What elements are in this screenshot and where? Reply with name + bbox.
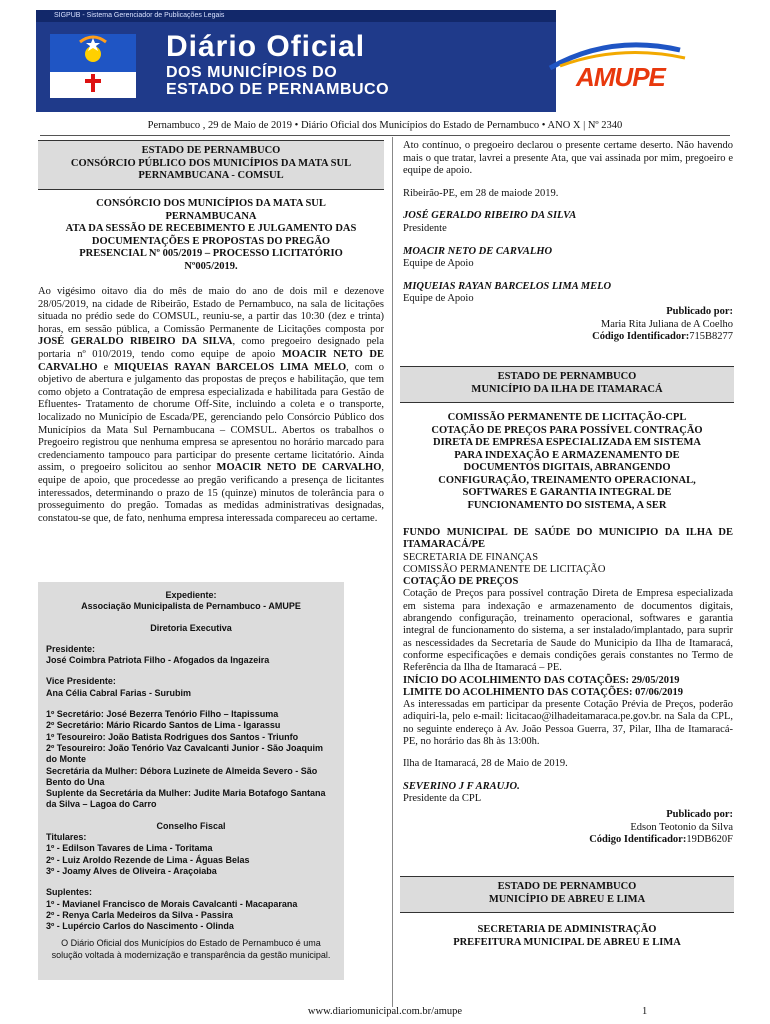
- cotacao-title-line: FUNCIONAMENTO DO SISTEMA, A SER: [467, 499, 667, 511]
- panel-footer-text: O Diário Oficial dos Municípios do Estado de Pernambuco é uma solução voltada à modernização e transparência da gestão municipal.: [51, 938, 331, 960]
- identifier-line: [403, 331, 733, 344]
- cotacao-title-line: SOFTWARES E GARANTIA INTEGRAL DE: [462, 487, 672, 498]
- section-header-line: ESTADO DE PERNAMBUCO: [497, 881, 637, 892]
- identifier-label: Código Identificador:: [589, 833, 687, 845]
- section-header-comsul: [38, 140, 384, 190]
- act-title-line: DOCUMENTAÇÕES E PROPOSTAS DO PREGÃO: [91, 235, 331, 247]
- suplente-2: 2º - Renya Carla Medeiros da Silva - Passira: [46, 909, 233, 920]
- cotacao-title-line: DOCUMENTOS DIGITAIS, ABRANGENDO: [463, 462, 671, 473]
- act-continuation: [403, 140, 733, 344]
- dateline: Pernambuco , 29 de Maio de 2019 • Diário Oficial dos Municípios do Estado de Pernambuco • ANO X | Nº 2340: [147, 120, 623, 131]
- identifier-line: [403, 834, 733, 846]
- identifier-label: Código Identificador:: [592, 331, 690, 343]
- abreu-title: [400, 924, 734, 949]
- suplente-1: 1º - Mavianel Francisco de Morais Cavalcanti - Macaparana: [46, 898, 298, 909]
- section-header-abreu-e-lima: [400, 876, 734, 913]
- publication-title: Diário Oficial: [166, 30, 366, 63]
- column-divider: [392, 137, 393, 1007]
- closing-paragraph: Ato contínuo, o pregoeiro declarou o presente certame deserto. Não havendo mais o que tratar, lavrei a presente Ata, que vai assinada por mim, pregoeiro e equipe de apoio.: [403, 140, 733, 177]
- signatory-role: Presidente da CPL: [403, 792, 482, 804]
- vice-label: Vice Presidente:: [46, 676, 116, 687]
- presidente-name: José Coimbra Patriota Filho - Afogados da Ingazeira: [46, 655, 270, 666]
- secretario-2: 2º Secretário: Mário Ricardo Santos de Lima - Igarassu: [46, 720, 281, 731]
- act-title-line: PERNAMBUCANA: [165, 210, 257, 222]
- inicio-line: INÍCIO DO ACOLHIMENTO DAS COTAÇÕES: 29/05/2019: [403, 674, 680, 686]
- act-title-line: PRESENCIAL Nº 005/2019 – PROCESSO LICITATÓRIO: [79, 248, 343, 259]
- cotacao-title-line: COMISSÃO PERMANENTE DE LICITAÇÃO-CPL: [447, 412, 687, 423]
- presidente-label: Presidente:: [46, 643, 96, 654]
- cotacao-title-line: PARA INDEXAÇÃO E ARMAZENAMENTO DE: [454, 449, 680, 461]
- cotacao-paragraph: Cotação de Preços para possível contração Direta de Empresa especializada em sistema para indexação e armazenamento de documentos digitais, abrangendo configuração, treinamento operacional, softwares e garantia integral de funcionamento do sistema, a ser instalado/implantado, para suprir as nescessidades da Secretaria de Saude do Municipio da Ilha de Itamaracá, conforme especificações e demais condições gerais constantes no Termo de Referência da Ilha de Itamaracá – PE.: [403, 588, 733, 674]
- masthead-topbar: SIGPUB - Sistema Gerenciador de Publicações Legais: [36, 10, 732, 22]
- body-bold-name: MOACIR NETO DE CARVALHO: [38, 348, 384, 373]
- secretaria-mulher: Secretária da Mulher: Débora Luzinete de Almeida Severo - São Bento do Una: [46, 765, 318, 787]
- section-header-line: PERNAMBUCANA - COMSUL: [138, 170, 284, 181]
- place-date: Ribeirão-PE, em 28 de maiode 2019.: [403, 187, 559, 199]
- signatory-name: MOACIR NETO DE CARVALHO: [403, 245, 553, 257]
- page-number: 1: [642, 1006, 648, 1017]
- act-title-line: Nº005/2019.: [184, 260, 238, 272]
- signatory-name: SEVERINO J F ARAUJO.: [403, 780, 520, 792]
- fundo-heading: FUNDO MUNICIPAL DE SAÚDE DO MUNICIPIO DA ILHA DE ITAMARACÁ/PE: [403, 527, 733, 551]
- suplente-mulher: Suplente da Secretária da Mulher: Judite Maria Botafogo Santana da Silva – Lagoa do Carro: [46, 788, 326, 810]
- published-by-name: Maria Rita Juliana de A Coelho: [600, 318, 733, 330]
- body-text: , com o objetivo de abertura e julgamento das propostas de preços e habilitação, que tem como objeto a Contratação de empresa especializada e habilitada para Gestão de Efluentes- Tratamento de chorume Off-Site, incluindo a coleta e o transporte, localizado no Município de Escada/PE, gerenciando pelo Consórcio Público dos Municípios da Mata Sul Pernambucana – COMSUL. Abertos os trabalhos o Pregoeiro registrou que nenhuma empresa se apresentou no horário marcado para credenciamento tampouco para participar do presente certame licitatório. Ainda assim, o pregoeiro solicitou ao senhor: [38, 361, 384, 474]
- interessadas-paragraph: As interessadas em participar da presente Cotação Prévia de Preços, poderão adiquiri-la, pelo e-mail: licitacao@ilhadeitamaraca.pe.gov.br. na Sala da CPL, no seguinte endereço à Av. João Pessoa Guerra, 37, Pilar, Ilha de Itamaracá-PE, no horário das 8h às 13:00h.: [403, 699, 733, 748]
- assoc-name: Associação Municipalista de Pernambuco - AMUPE: [81, 601, 301, 612]
- titulares-label: Titulares:: [46, 832, 87, 843]
- signatory-name: MIQUEIAS RAYAN BARCELOS LIMA MELO: [403, 280, 612, 292]
- act-title-line: CONSÓRCIO DOS MUNICÍPIOS DA MATA SUL: [96, 198, 326, 209]
- body-text: , como pregoeiro designado pela portaria nº 010/2019, tendo como equipe de apoio: [38, 336, 384, 360]
- body-bold-name: JOSÉ GERALDO RIBEIRO DA SILVA: [38, 336, 233, 348]
- suplentes-label: Suplentes:: [46, 887, 93, 898]
- secretario-1: 1º Secretário: José Bezerra Tenório Filho – Itapissuma: [46, 709, 279, 720]
- masthead-title: [166, 30, 496, 110]
- tesoureiro-1: 1º Tesoureiro: João Batista Rodrigues dos Santos - Triunfo: [46, 731, 299, 742]
- published-by-label: Publicado por:: [666, 305, 733, 317]
- signatory-role: Equipe de Apoio: [403, 293, 474, 305]
- body-bold-name: MOACIR NETO DE CARVALHO: [216, 462, 382, 474]
- act-title: [38, 198, 384, 273]
- titular-3: 3º - Joamy Alves de Oliveira - Araçoiaba: [46, 865, 217, 876]
- titular-1: 1º - Edilson Tavares de Lima - Toritama: [46, 843, 213, 854]
- amupe-logo: AMUPE: [576, 62, 665, 92]
- section-header-line: MUNICÍPIO DA ILHA DE ITAMARACÁ: [471, 383, 663, 395]
- titular-2: 2º - Luiz Aroldo Rezende de Lima - Águas Belas: [46, 854, 250, 865]
- diretoria-label: Diretoria Executiva: [150, 622, 232, 633]
- cotacao-title-line: COTAÇÃO DE PREÇOS PARA POSSÍVEL CONTRAÇÃO: [431, 424, 703, 436]
- cotacao-title-line: DIRETA DE EMPRESA ESPECIALIZADA EM SISTEMA: [433, 437, 701, 448]
- vice-name: Ana Célia Cabral Farias - Surubim: [46, 687, 192, 698]
- act-body-text: [38, 286, 384, 525]
- suplente-3: 3º - Lupércio Carlos do Nascimento - Olinda: [46, 921, 234, 932]
- expediente-panel: [38, 582, 344, 980]
- secretaria-line: SECRETARIA DE FINANÇAS: [403, 551, 539, 563]
- abreu-title-line: PREFEITURA MUNICIPAL DE ABREU E LIMA: [453, 936, 681, 948]
- section-header-line: ESTADO DE PERNAMBUCO: [497, 371, 637, 382]
- act-title-line: ATA DA SESSÃO DE RECEBIMENTO E JULGAMENTO DAS: [65, 223, 357, 234]
- section-header-itamaraca: [400, 366, 734, 403]
- body-text: e: [97, 361, 115, 373]
- expediente-label: Expediente:: [165, 590, 217, 600]
- body-bold-name: MIQUEIAS RAYAN BARCELOS LIMA MELO: [114, 361, 347, 373]
- cotacao-title-line: CONFIGURAÇÃO, TREINAMENTO OPERACIONAL,: [438, 474, 696, 486]
- publication-subtitle-2: ESTADO DE PERNAMBUCO: [166, 81, 390, 98]
- tesoureiro-2: 2º Tesoureiro: João Tenório Vaz Cavalcanti Junior - São Joaquim do Monte: [46, 742, 324, 765]
- limite-line: LIMITE DO ACOLHIMENTO DAS COTAÇÕES: 07/06/2019: [403, 686, 683, 698]
- body-text: , equipe de apoio, que procedesse ao pregão verificando a presença de licitantes interessados, determinando o prazo de 15 (quinze) minutos de tolerância para o prosseguimento do pregão. Tomadas as medidas administrativas designadas, constatou-se que, de fato, nenhuma empresa interessada compareceu ao certame.: [38, 462, 384, 524]
- body-text: Ao vigésimo oitavo dia do mês de maio do ano de dois mil e dezenove 28/05/2019, na cidade de Ribeirão, Estado de Pernambuco, na sala de licitações situada no prédio sede do COMSUL, reuniu-se, a partir das 10:30 (dez e trinta) horas, em sessão pública, a Comissão Permanente de Licitações composta por: [38, 286, 384, 335]
- publication-subtitle-1: DOS MUNICÍPIOS DO: [166, 64, 338, 81]
- section-header-line: ESTADO DE PERNAMBUCO: [141, 145, 281, 156]
- signatory-role: Presidente: [403, 222, 447, 234]
- published-by-label: Publicado por:: [666, 809, 733, 821]
- conselho-label: Conselho Fiscal: [156, 820, 226, 831]
- cotacao-title: [400, 412, 734, 512]
- signatory-role: Equipe de Apoio: [403, 258, 474, 270]
- place-date: Ilha de Itamaracá, 28 de Maio de 2019.: [403, 758, 568, 770]
- published-by-name: Edson Teotonio da Silva: [630, 821, 733, 833]
- section-header-line: CONSÓRCIO PÚBLICO DOS MUNICÍPIOS DA MATA SUL: [70, 157, 352, 169]
- header-divider: [40, 135, 730, 136]
- comissao-line: COMISSÃO PERMANENTE DE LICITAÇÃO: [403, 563, 606, 575]
- signatory-name: JOSÉ GERALDO RIBEIRO DA SILVA: [403, 210, 577, 222]
- section-header-line: MUNICÍPIO DE ABREU E LIMA: [488, 893, 646, 905]
- cotacao-heading: COTAÇÃO DE PREÇOS: [403, 576, 519, 588]
- pernambuco-flag-icon: [50, 34, 136, 98]
- abreu-title-line: SECRETARIA DE ADMINISTRAÇÃO: [477, 924, 657, 935]
- identifier-code: 715B8277: [689, 331, 733, 343]
- footer-url-link[interactable]: www.diariomunicipal.com.br/amupe: [307, 1006, 463, 1017]
- identifier-code: 19DB620F: [686, 833, 733, 845]
- cotacao-body: [403, 527, 733, 846]
